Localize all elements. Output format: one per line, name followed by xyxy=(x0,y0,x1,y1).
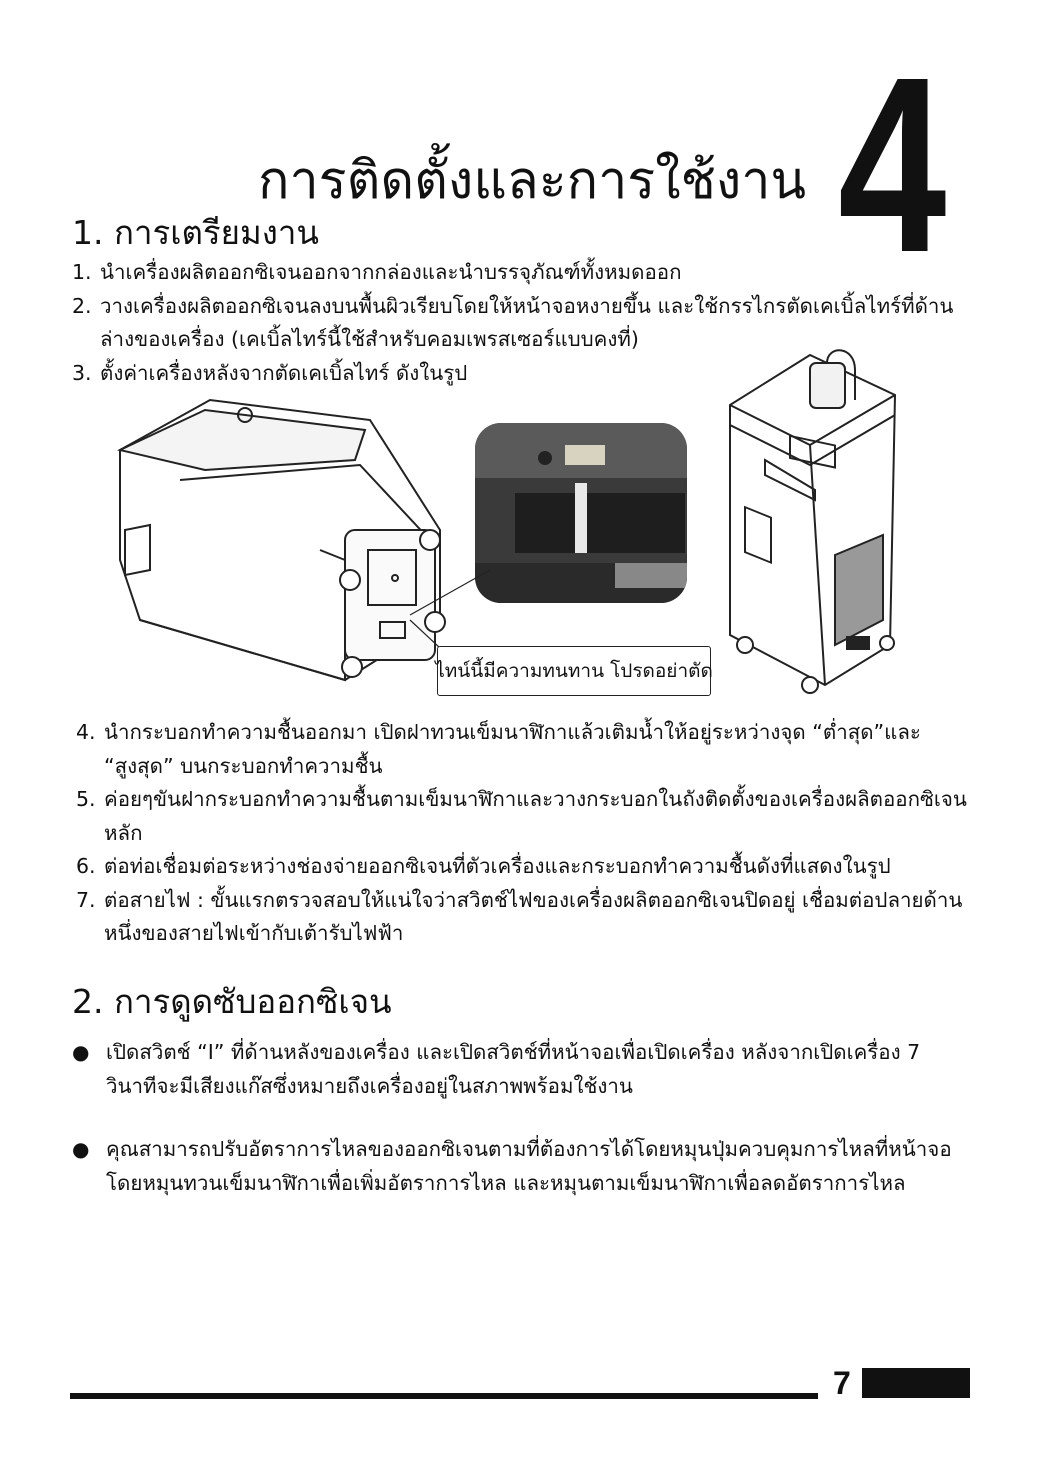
bullet-icon: ● xyxy=(72,1137,90,1161)
list-item xyxy=(76,850,974,884)
list-item xyxy=(76,884,974,951)
list-item-text: ตั้งค่าเครื่องหลังจากตัดเคเบิ้ลไทร์ ดังในรูป xyxy=(100,360,468,385)
list-item-number: 3. xyxy=(72,360,92,385)
list-item-number: 4. xyxy=(76,720,96,744)
footer-rule xyxy=(70,1393,818,1399)
list-item-text: ต่อท่อเชื่อมต่อระหว่างช่องจ่ายออกซิเจนที่ตัวเครื่องและกระบอกทำความชื้นดังที่แสดงในรูป xyxy=(104,854,891,878)
list-item-number: 1. xyxy=(72,260,92,284)
chapter-title: การติดตั้งและการใช้งาน xyxy=(258,151,807,211)
list-item-number: 2. xyxy=(72,293,92,318)
list-item-text: ต่อสายไฟ : ขั้นแรกตรวจสอบให้แน่ใจว่าสวิตช์ไฟของเครื่องผลิตออกซิเจนปิดอยู่ เชื่อมต่อปลายด้านหนึ่งของสายไฟเข้ากับเต้ารับไฟฟ้า xyxy=(104,887,963,945)
footer-block xyxy=(862,1368,970,1398)
list-item xyxy=(76,716,974,783)
list-item-text: วางเครื่องผลิตออกซิเจนลงบนพื้นผิวเรียบโดยให้หน้าจอหงายขึ้น และใช้กรรไกรตัดเคเบิ้ลไทร์ที่ด้านล่างของเครื่อง (เคเบิ้ลไทร์นี้ใช้สำหรับคอมเพรสเซอร์แบบคงที่) xyxy=(100,293,954,351)
list-item-number: 6. xyxy=(76,854,96,878)
callout-do-not-cut: ไทน์นี้มีความทนทาน โปรดอย่าตัด xyxy=(437,646,711,696)
list-item xyxy=(72,256,972,290)
section-1-heading: 1. การเตรียมงาน xyxy=(72,213,319,252)
list-item xyxy=(76,783,974,850)
list-item-text: นำเครื่องผลิตออกซิเจนออกจากกล่องและนำบรรจุภัณฑ์ทั้งหมดออก xyxy=(100,260,682,284)
list-item-text: ค่อยๆขันฝากระบอกทำความชื้นตามเข็มนาฬิกาและวางกระบอกในถังติดตั้งของเครื่องผลิตออกซิเจนหลัก xyxy=(104,787,967,845)
list-item-number: 5. xyxy=(76,787,96,811)
page-number: 7 xyxy=(833,1365,851,1401)
chapter-number: 4 xyxy=(838,25,947,304)
bullet-text: เปิดสวิตช์ “I” ที่ด้านหลังของเครื่อง และเปิดสวิตช์ที่หน้าจอเพื่อเปิดเครื่อง หลังจากเปิดเครื่อง 7 วินาทีจะมีเสียงแก๊สซึ่งหมายถึงเครื่องอยู่ในสภาพพร้อมใช้งาน xyxy=(106,1040,921,1098)
bullet-icon: ● xyxy=(72,1040,90,1064)
list-item-number: 7. xyxy=(76,887,96,912)
bullet-item xyxy=(72,1132,977,1200)
bullet-text: คุณสามารถปรับอัตราการไหลของออกซิเจนตามที่ต้องการได้โดยหมุนปุ่มควบคุมการไหลที่หน้าจอโดยหมุนทวนเข็มนาฬิกาเพื่อเพิ่มอัตราการไหล และหมุนตามเข็มนาฬิกาเพื่อลดอัตราการไหล xyxy=(106,1137,952,1195)
section-1-list-bottom xyxy=(76,716,974,951)
section-2-heading: 2. การดูดซับออกซิเจน xyxy=(72,982,392,1021)
concentrator-upright-figure xyxy=(715,345,905,695)
bullet-item xyxy=(72,1035,977,1103)
list-item-text: นำกระบอกทำความชื้นออกมา เปิดฝาทวนเข็มนาฬิกาแล้วเติมน้ำให้อยู่ระหว่างจุด “ต่ำสุด”และ “สูงสุด” บนกระบอกทำความชื้น xyxy=(104,720,921,778)
